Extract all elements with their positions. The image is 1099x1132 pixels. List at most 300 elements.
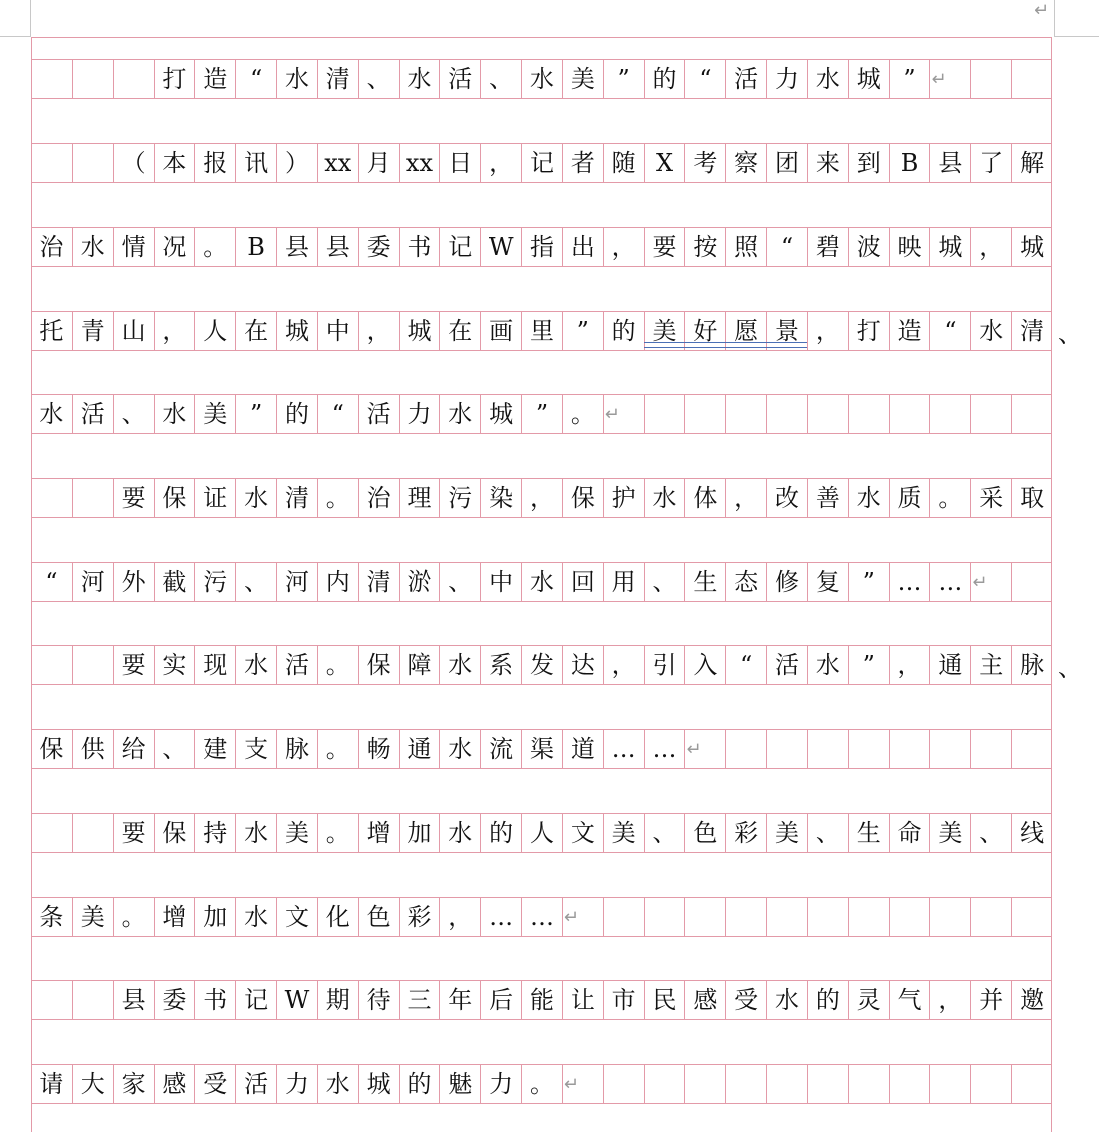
grid-cell[interactable] — [194, 813, 235, 853]
grid-cell[interactable] — [480, 813, 521, 853]
grid-cell[interactable] — [521, 394, 562, 434]
grid-cell[interactable] — [358, 59, 399, 99]
grid-cell[interactable] — [848, 59, 889, 99]
grid-cell[interactable] — [480, 562, 521, 602]
grid-cell[interactable] — [480, 1064, 521, 1104]
grid-cell[interactable] — [194, 59, 235, 99]
grid-cell[interactable] — [480, 729, 521, 769]
grid-cell[interactable] — [521, 478, 562, 518]
grid-cell[interactable] — [276, 311, 317, 351]
grid-cell[interactable] — [439, 980, 480, 1020]
grid-cell[interactable] — [1011, 227, 1052, 267]
grid-cell[interactable] — [766, 394, 807, 434]
grid-cell[interactable] — [644, 729, 685, 769]
grid-cell[interactable] — [358, 311, 399, 351]
grid-cell[interactable] — [970, 478, 1011, 518]
grid-cell[interactable] — [317, 311, 358, 351]
grid-cell[interactable] — [562, 59, 603, 99]
grid-cell[interactable] — [562, 813, 603, 853]
grid-cell[interactable] — [31, 729, 72, 769]
grid-cell[interactable] — [194, 394, 235, 434]
grid-cell[interactable] — [807, 980, 848, 1020]
grid-cell[interactable] — [276, 897, 317, 937]
grid-cell[interactable] — [399, 394, 440, 434]
grid-cell[interactable] — [31, 311, 72, 351]
grid-cell[interactable] — [644, 1064, 685, 1104]
grid-cell[interactable] — [929, 897, 970, 937]
grid-cell[interactable] — [684, 813, 725, 853]
grid-cell[interactable] — [439, 729, 480, 769]
grid-cell[interactable] — [276, 1064, 317, 1104]
grid-cell[interactable] — [725, 562, 766, 602]
grid-cell[interactable] — [562, 980, 603, 1020]
grid-cell[interactable] — [766, 59, 807, 99]
grid-cell[interactable] — [889, 478, 930, 518]
grid-cell[interactable] — [766, 980, 807, 1020]
grid-cell[interactable] — [766, 897, 807, 937]
grid-cell[interactable] — [194, 645, 235, 685]
grid-cell[interactable] — [235, 729, 276, 769]
grid-cell[interactable] — [194, 1064, 235, 1104]
grid-cell[interactable] — [848, 980, 889, 1020]
grid-cell[interactable] — [194, 980, 235, 1020]
grid-cell[interactable] — [358, 562, 399, 602]
grid-cell[interactable] — [317, 980, 358, 1020]
grid-cell[interactable] — [521, 729, 562, 769]
grid-cell[interactable] — [235, 311, 276, 351]
grid-cell[interactable] — [684, 478, 725, 518]
grid-cell[interactable] — [889, 897, 930, 937]
grid-cell[interactable] — [72, 59, 113, 99]
grid-cell[interactable] — [317, 1064, 358, 1104]
grid-cell[interactable] — [848, 143, 889, 183]
grid-cell[interactable] — [276, 59, 317, 99]
grid-cell[interactable] — [562, 645, 603, 685]
grid-cell[interactable] — [317, 478, 358, 518]
grid-cell[interactable] — [766, 143, 807, 183]
grid-cell[interactable] — [725, 729, 766, 769]
grid-cell[interactable] — [113, 311, 154, 351]
grid-cell[interactable] — [766, 562, 807, 602]
grid-cell[interactable] — [684, 59, 725, 99]
grid-cell[interactable] — [889, 729, 930, 769]
grid-cell[interactable] — [439, 478, 480, 518]
grid-cell[interactable] — [807, 813, 848, 853]
grid-cell[interactable] — [929, 227, 970, 267]
grid-cell[interactable] — [358, 394, 399, 434]
grid-cell[interactable] — [31, 143, 72, 183]
grid-cell[interactable] — [480, 645, 521, 685]
grid-cell[interactable] — [970, 1064, 1011, 1104]
grid-cell[interactable] — [317, 59, 358, 99]
grid-cell[interactable] — [113, 729, 154, 769]
grid-cell[interactable] — [72, 394, 113, 434]
grid-cell[interactable] — [889, 562, 930, 602]
grid-cell[interactable] — [317, 645, 358, 685]
grid-cell[interactable] — [399, 1064, 440, 1104]
grid-cell[interactable] — [72, 478, 113, 518]
grid-cell[interactable] — [154, 143, 195, 183]
grid-cell[interactable] — [644, 897, 685, 937]
grid-cell[interactable] — [276, 980, 317, 1020]
grid-cell[interactable] — [807, 143, 848, 183]
grid-cell[interactable] — [1011, 311, 1052, 351]
grid-cell[interactable] — [439, 897, 480, 937]
grid-cell[interactable] — [970, 394, 1011, 434]
grid-cell[interactable] — [113, 478, 154, 518]
grid-cell[interactable] — [439, 645, 480, 685]
grid-cell[interactable] — [766, 478, 807, 518]
grid-cell[interactable] — [113, 980, 154, 1020]
grid-cell[interactable] — [72, 813, 113, 853]
grid-cell[interactable] — [766, 729, 807, 769]
grid-cell[interactable] — [725, 59, 766, 99]
grid-cell[interactable] — [317, 813, 358, 853]
grid-cell[interactable] — [562, 562, 603, 602]
grid-cell[interactable] — [399, 59, 440, 99]
grid-cell[interactable] — [807, 1064, 848, 1104]
grid-cell[interactable] — [72, 1064, 113, 1104]
grid-cell[interactable] — [31, 59, 72, 99]
grid-cell[interactable] — [684, 980, 725, 1020]
grid-cell[interactable] — [929, 813, 970, 853]
grid-cell[interactable] — [644, 813, 685, 853]
grid-cell[interactable] — [848, 562, 889, 602]
grid-cell[interactable] — [889, 59, 930, 99]
grid-cell[interactable] — [848, 1064, 889, 1104]
grid-cell[interactable] — [684, 1064, 725, 1104]
grid-cell[interactable] — [154, 394, 195, 434]
grid-cell[interactable] — [603, 311, 644, 351]
grid-cell[interactable] — [929, 394, 970, 434]
grid-cell[interactable] — [1011, 478, 1052, 518]
grid-cell[interactable] — [439, 143, 480, 183]
grid-cell[interactable] — [113, 227, 154, 267]
grid-cell[interactable] — [194, 311, 235, 351]
grid-cell[interactable] — [154, 813, 195, 853]
grid-cell[interactable] — [970, 227, 1011, 267]
grid-cell[interactable] — [725, 980, 766, 1020]
grid-cell[interactable] — [807, 729, 848, 769]
grid-cell[interactable] — [807, 478, 848, 518]
grid-cell[interactable] — [603, 143, 644, 183]
grid-cell[interactable] — [399, 562, 440, 602]
grid-cell[interactable] — [276, 394, 317, 434]
grid-cell[interactable] — [684, 562, 725, 602]
grid-cell[interactable] — [235, 1064, 276, 1104]
grid-cell[interactable] — [684, 143, 725, 183]
grid-cell[interactable] — [889, 143, 930, 183]
grid-cell[interactable] — [235, 645, 276, 685]
grid-cell[interactable] — [725, 813, 766, 853]
grid-cell[interactable] — [194, 897, 235, 937]
grid-cell[interactable] — [929, 562, 970, 602]
grid-cell[interactable] — [235, 980, 276, 1020]
grid-cell[interactable] — [358, 729, 399, 769]
grid-cell[interactable] — [562, 227, 603, 267]
grid-cell[interactable] — [317, 562, 358, 602]
grid-cell[interactable] — [235, 227, 276, 267]
grid-cell[interactable] — [317, 227, 358, 267]
grid-cell[interactable] — [276, 143, 317, 183]
grid-cell[interactable] — [562, 394, 603, 434]
grid-cell[interactable] — [603, 645, 644, 685]
grid-cell[interactable] — [194, 143, 235, 183]
grid-cell[interactable] — [154, 59, 195, 99]
grid-cell[interactable] — [644, 59, 685, 99]
grid-cell[interactable] — [399, 311, 440, 351]
grid-cell[interactable] — [521, 311, 562, 351]
grid-cell[interactable] — [970, 59, 1011, 99]
grid-cell[interactable] — [399, 897, 440, 937]
grid-cell[interactable] — [725, 645, 766, 685]
grid-cell[interactable] — [235, 478, 276, 518]
grid-cell[interactable] — [439, 311, 480, 351]
grid-cell[interactable] — [889, 980, 930, 1020]
grid-cell[interactable] — [317, 394, 358, 434]
grid-cell[interactable] — [31, 980, 72, 1020]
grid-cell[interactable] — [358, 980, 399, 1020]
grid-cell[interactable] — [848, 311, 889, 351]
grid-cell[interactable] — [72, 311, 113, 351]
grid-cell[interactable] — [889, 645, 930, 685]
grid-cell[interactable] — [1011, 897, 1052, 937]
grid-cell[interactable] — [439, 562, 480, 602]
grid-cell[interactable] — [113, 59, 154, 99]
grid-cell[interactable] — [358, 1064, 399, 1104]
grid-cell[interactable] — [603, 1064, 644, 1104]
grid-cell[interactable] — [1011, 645, 1052, 685]
grid-cell[interactable] — [317, 729, 358, 769]
grid-cell[interactable] — [807, 897, 848, 937]
grid-cell[interactable] — [807, 562, 848, 602]
grid-cell[interactable] — [521, 645, 562, 685]
grid-cell[interactable] — [235, 59, 276, 99]
grid-cell[interactable] — [848, 813, 889, 853]
grid-cell[interactable] — [31, 813, 72, 853]
grid-cell[interactable] — [113, 1064, 154, 1104]
grid-cell[interactable] — [1011, 813, 1052, 853]
grid-cell[interactable] — [970, 311, 1011, 351]
grid-cell[interactable] — [480, 478, 521, 518]
grid-cell[interactable] — [72, 897, 113, 937]
grid-cell[interactable] — [970, 897, 1011, 937]
grid-cell[interactable] — [929, 143, 970, 183]
grid-cell[interactable] — [562, 729, 603, 769]
grid-cell[interactable] — [725, 227, 766, 267]
grid-cell[interactable] — [72, 729, 113, 769]
grid-cell[interactable] — [521, 813, 562, 853]
grid-cell[interactable] — [929, 311, 970, 351]
grid-cell[interactable] — [521, 1064, 562, 1104]
grid-cell[interactable] — [725, 897, 766, 937]
grid-cell[interactable] — [1011, 59, 1052, 99]
grid-cell[interactable] — [439, 1064, 480, 1104]
grid-cell[interactable] — [31, 645, 72, 685]
grid-cell[interactable] — [358, 645, 399, 685]
grid-cell[interactable] — [31, 394, 72, 434]
grid-cell[interactable] — [399, 227, 440, 267]
grid-cell[interactable] — [276, 227, 317, 267]
grid-cell[interactable] — [603, 478, 644, 518]
grid-cell[interactable] — [562, 143, 603, 183]
grid-cell[interactable] — [194, 227, 235, 267]
grid-cell[interactable] — [439, 59, 480, 99]
grid-cell[interactable] — [521, 897, 562, 937]
grid-cell[interactable] — [603, 227, 644, 267]
grid-cell[interactable] — [684, 394, 725, 434]
grid-cell[interactable] — [194, 729, 235, 769]
grid-cell[interactable] — [684, 897, 725, 937]
grid-cell[interactable] — [603, 729, 644, 769]
grid-cell[interactable] — [358, 227, 399, 267]
grid-cell[interactable] — [644, 562, 685, 602]
grid-cell[interactable] — [562, 311, 603, 351]
grid-cell[interactable] — [480, 227, 521, 267]
grid-cell[interactable] — [235, 562, 276, 602]
grid-cell[interactable] — [31, 227, 72, 267]
grid-cell[interactable] — [766, 813, 807, 853]
grid-cell[interactable] — [154, 645, 195, 685]
grid-cell[interactable] — [72, 562, 113, 602]
grid-cell[interactable] — [929, 1064, 970, 1104]
grid-cell[interactable] — [766, 227, 807, 267]
grid-cell[interactable] — [72, 227, 113, 267]
grid-cell[interactable] — [480, 897, 521, 937]
grid-cell[interactable] — [889, 311, 930, 351]
grid-cell[interactable] — [807, 394, 848, 434]
grid-cell[interactable] — [644, 227, 685, 267]
grid-cell[interactable] — [1011, 980, 1052, 1020]
grid-cell[interactable] — [276, 562, 317, 602]
grid-cell[interactable] — [154, 729, 195, 769]
grid-cell[interactable] — [970, 645, 1011, 685]
grid-cell[interactable] — [235, 143, 276, 183]
grid-cell[interactable] — [276, 729, 317, 769]
grid-cell[interactable] — [154, 897, 195, 937]
grammar-check-underline[interactable] — [644, 342, 807, 348]
grid-cell[interactable] — [644, 143, 685, 183]
grid-cell[interactable] — [276, 813, 317, 853]
grid-cell[interactable] — [889, 1064, 930, 1104]
grid-cell[interactable] — [848, 227, 889, 267]
grid-cell[interactable] — [562, 478, 603, 518]
grid-cell[interactable] — [1011, 729, 1052, 769]
grid-cell[interactable] — [725, 394, 766, 434]
grid-cell[interactable] — [603, 59, 644, 99]
grid-cell[interactable] — [439, 813, 480, 853]
grid-cell[interactable] — [684, 227, 725, 267]
grid-cell[interactable] — [603, 897, 644, 937]
grid-cell[interactable] — [399, 143, 440, 183]
grid-cell[interactable] — [725, 478, 766, 518]
grid-cell[interactable] — [235, 813, 276, 853]
grid-cell[interactable] — [725, 1064, 766, 1104]
grid-cell[interactable] — [113, 562, 154, 602]
grid-cell[interactable] — [113, 897, 154, 937]
grid-cell[interactable] — [929, 729, 970, 769]
grid-cell[interactable] — [439, 227, 480, 267]
grid-cell[interactable] — [848, 645, 889, 685]
grid-cell[interactable] — [766, 645, 807, 685]
grid-cell[interactable] — [929, 980, 970, 1020]
grid-cell[interactable] — [848, 729, 889, 769]
grid-cell[interactable] — [807, 227, 848, 267]
grid-cell[interactable] — [644, 478, 685, 518]
grid-cell[interactable] — [480, 311, 521, 351]
grid-cell[interactable] — [1011, 562, 1052, 602]
grid-cell[interactable] — [929, 645, 970, 685]
grid-cell[interactable] — [521, 980, 562, 1020]
grid-cell[interactable] — [154, 478, 195, 518]
grid-cell[interactable] — [970, 813, 1011, 853]
grid-cell[interactable] — [154, 1064, 195, 1104]
grid-cell[interactable] — [276, 478, 317, 518]
grid-cell[interactable] — [929, 478, 970, 518]
grid-cell[interactable] — [113, 143, 154, 183]
grid-cell[interactable] — [358, 478, 399, 518]
grid-cell[interactable] — [521, 227, 562, 267]
grid-cell[interactable] — [889, 813, 930, 853]
grid-cell[interactable] — [848, 478, 889, 518]
grid-cell[interactable] — [889, 227, 930, 267]
grid-cell[interactable] — [154, 562, 195, 602]
grid-cell[interactable] — [480, 59, 521, 99]
grid-cell[interactable] — [521, 59, 562, 99]
grid-cell[interactable] — [807, 311, 848, 351]
grid-cell[interactable] — [970, 980, 1011, 1020]
grid-cell[interactable] — [439, 394, 480, 434]
grid-cell[interactable] — [399, 478, 440, 518]
grid-cell[interactable] — [1011, 1064, 1052, 1104]
grid-cell[interactable] — [235, 897, 276, 937]
grid-cell[interactable] — [358, 143, 399, 183]
grid-cell[interactable] — [358, 813, 399, 853]
grid-cell[interactable] — [480, 143, 521, 183]
grid-cell[interactable] — [113, 394, 154, 434]
grid-cell[interactable] — [480, 980, 521, 1020]
grid-cell[interactable] — [644, 645, 685, 685]
grid-cell[interactable] — [113, 645, 154, 685]
grid-cell[interactable] — [1011, 394, 1052, 434]
grid-cell[interactable] — [31, 897, 72, 937]
grid-cell[interactable] — [521, 143, 562, 183]
grid-cell[interactable] — [725, 143, 766, 183]
grid-cell[interactable] — [603, 980, 644, 1020]
grid-cell[interactable] — [644, 980, 685, 1020]
grid-cell[interactable] — [970, 143, 1011, 183]
grid-cell[interactable] — [72, 980, 113, 1020]
grid-cell[interactable] — [644, 394, 685, 434]
grid-cell[interactable] — [889, 394, 930, 434]
grid-cell[interactable] — [154, 227, 195, 267]
grid-cell[interactable] — [358, 897, 399, 937]
grid-cell[interactable] — [317, 143, 358, 183]
grid-cell[interactable] — [31, 478, 72, 518]
grid-cell[interactable] — [31, 562, 72, 602]
grid-cell[interactable] — [848, 897, 889, 937]
grid-cell[interactable] — [848, 394, 889, 434]
grid-cell[interactable] — [807, 59, 848, 99]
grid-cell[interactable] — [1011, 143, 1052, 183]
grid-cell[interactable] — [72, 645, 113, 685]
grid-cell[interactable] — [31, 1064, 72, 1104]
grid-cell[interactable] — [154, 311, 195, 351]
grid-cell[interactable] — [603, 562, 644, 602]
grid-cell[interactable] — [276, 645, 317, 685]
grid-cell[interactable] — [194, 478, 235, 518]
grid-cell[interactable] — [72, 143, 113, 183]
